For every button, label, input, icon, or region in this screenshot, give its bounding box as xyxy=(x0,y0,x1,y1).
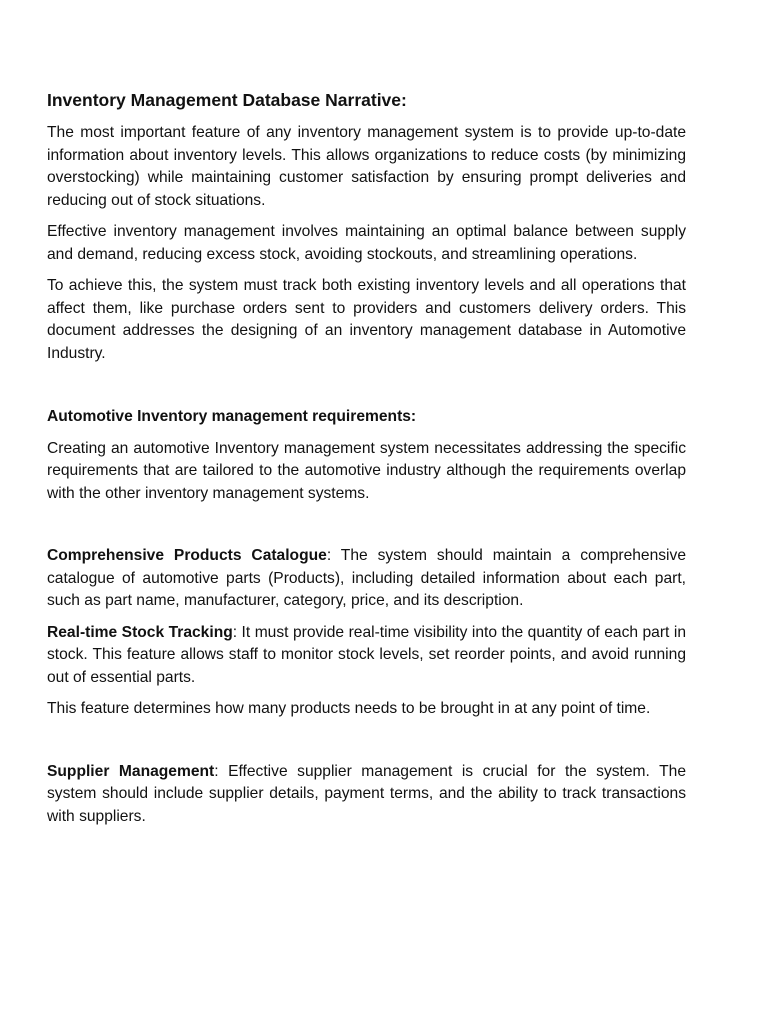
spacer xyxy=(47,374,686,406)
requirements-intro: Creating an automotive Inventory management system necessitates addressing the specific requirements that are tailored to the automotive industry although the requirements overlap with the other inventory management systems. xyxy=(47,439,686,502)
intro-paragraph-1: The most important feature of any inventory management system is to provide up-to-date information about inventory levels. This allows organizations to reduce costs (by minimizing overstocking) while maintaining customer satisfaction by ensuring prompt deliveries and reducing out of stock situations. xyxy=(47,124,686,209)
catalogue-text: : The system should maintain a comprehensive catalogue of automotive parts (Products), including detailed information about each part, such as part name, manufacturer, category, price, and its description. xyxy=(47,547,686,609)
intro-paragraph-3: To achieve this, the system must track both existing inventory levels and all operations that affect them, like purchase orders sent to providers and customers delivery orders. This document addresses the designing of an inventory management database in Automotive Industry. xyxy=(47,277,686,362)
supplier-paragraph xyxy=(47,761,686,829)
supplier-text: : Effective supplier management is crucial for the system. The system should include supplier details, payment terms, and the ability to track transactions with suppliers. xyxy=(47,762,686,825)
stock-tracking-label: Real-time Stock Tracking xyxy=(47,623,233,641)
spacer xyxy=(47,730,686,761)
requirements-heading: Automotive Inventory management requirements: xyxy=(47,408,417,425)
document-page xyxy=(47,88,686,837)
catalogue-paragraph xyxy=(47,545,686,613)
stock-tracking-text: : It must provide real-time visibility into the quantity of each part in stock. This feature allows staff to monitor stock levels, set reorder points, and avoid running out of essential parts. xyxy=(47,623,686,686)
supplier-label: Supplier Management xyxy=(47,762,215,780)
spacer xyxy=(47,514,686,545)
stock-note-paragraph: This feature determines how many products needs to be brought in at any point of time. xyxy=(47,700,651,717)
stock-tracking-paragraph xyxy=(47,622,686,690)
intro-paragraph-2: Effective inventory management involves maintaining an optimal balance between supply and demand, reducing excess stock, avoiding stockouts, and streamlining operations. xyxy=(47,223,686,263)
document-title: Inventory Management Database Narrative: xyxy=(47,90,407,110)
catalogue-label: Comprehensive Products Catalogue xyxy=(47,547,327,564)
